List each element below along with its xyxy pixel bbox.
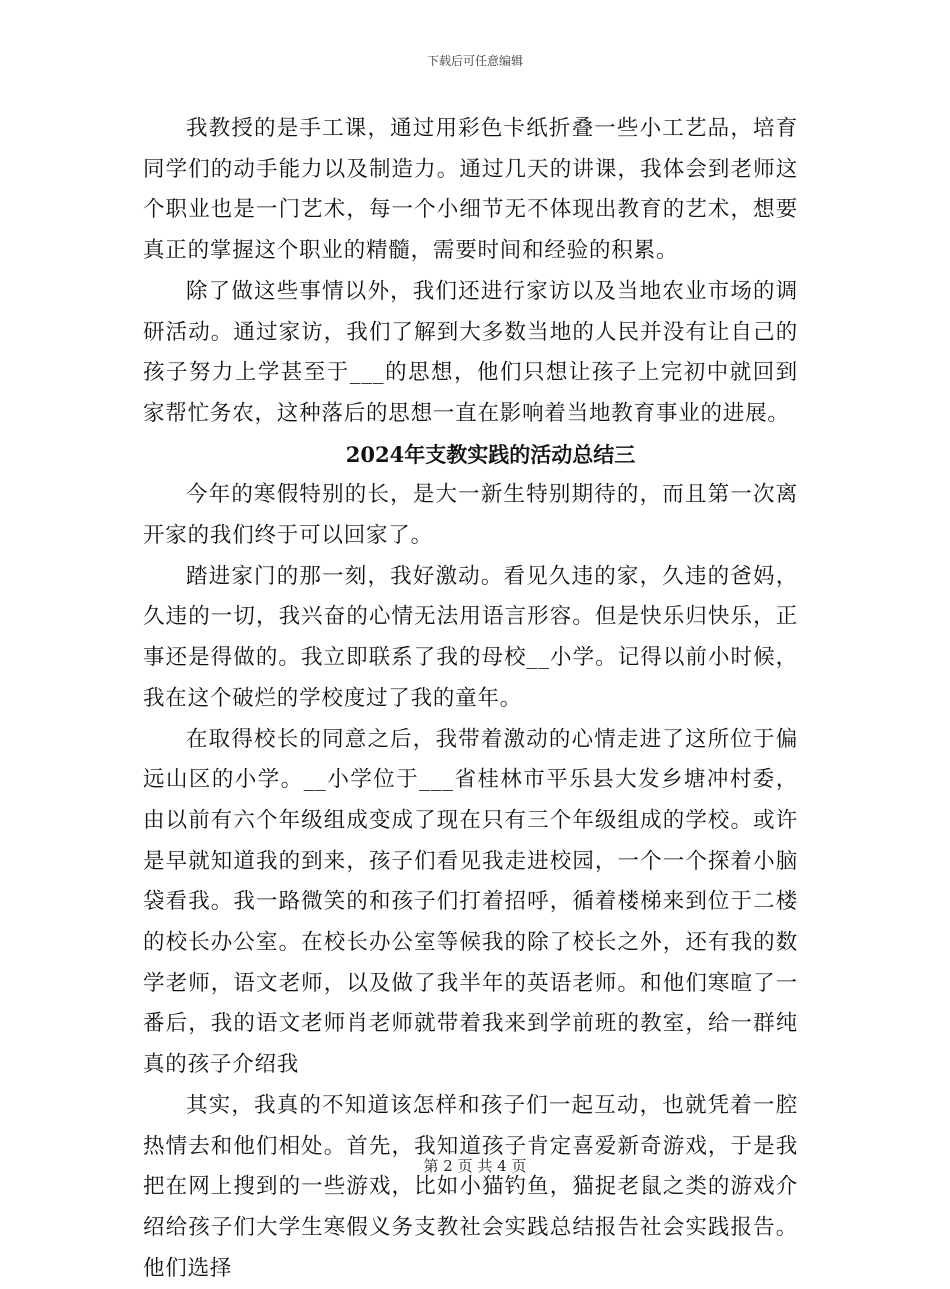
paragraph-1: 我教授的是手工课，通过用彩色卡纸折叠一些小工艺品，培育同学们的动手能力以及制造力。通过几天的讲课，我体会到老师这个职业也是一门艺术，每一个小细节无不体现出教育的艺术，想要真正的掌握这个职业的精髓，需要时间和经验的积累。: [143, 116, 798, 264]
page-header: 下载后可任意编辑: [426, 54, 523, 68]
paragraph-6: 其实，我真的不知道该怎样和孩子们一起互动，也就凭着一腔热情去和他们相处。首先，我知道孩子肯定喜爱新奇游戏，于是我把在网上搜到的一些游戏，比如小猫钓鱼，猫捉老鼠之类的游戏介绍给孩子们大学生寒假义务支教社会实践总结报告社会实践报告。他们选择: [143, 1092, 798, 1281]
paragraph-5: 在取得校长的同意之后，我带着激动的心情走进了这所位于偏远山区的小学。__小学位于___省桂林市平乐县大发乡塘冲村委，由以前有六个年级组成变成了现在只有三个年级组成的学校。或许是早就知道我的到来，孩子们看见我走进校园，一个一个探着小脑袋看我。我一路微笑的和孩子们打着招呼，循着楼梯来到位于二楼的校长办公室。在校长办公室等候我的除了校长之外，还有我的数学老师，语文老师，以及做了我半年的英语老师。和他们寒暄了一番后，我的语文老师肖老师就带着我来到学前班的教室，给一群纯真的孩子介绍我: [143, 726, 798, 1078]
paragraph-3: 今年的寒假特别的长，是大一新生特别期待的，而且第一次离开家的我们终于可以回家了。: [143, 482, 798, 549]
paragraph-4: 踏进家门的那一刻，我好激动。看见久违的家，久违的爸妈，久违的一切，我兴奋的心情无法用语言形容。但是快乐归快乐，正事还是得做的。我立即联系了我的母校__小学。记得以前小时候，我在这个破烂的学校度过了我的童年。: [143, 563, 798, 711]
document-body: [143, 109, 798, 1289]
paragraph-2: 除了做这些事情以外，我们还进行家访以及当地农业市场的调研活动。通过家访，我们了解到大多数当地的人民并没有让自己的孩子努力上学甚至于___的思想，他们只想让孩子上完初中就回到家帮忙务农，这种落后的思想一直在影响着当地教育事业的进展。: [143, 278, 798, 426]
page-footer: 第 2 页 共 4 页: [423, 1157, 527, 1175]
section-heading: 2024年支教实践的活动总结三: [345, 441, 636, 467]
